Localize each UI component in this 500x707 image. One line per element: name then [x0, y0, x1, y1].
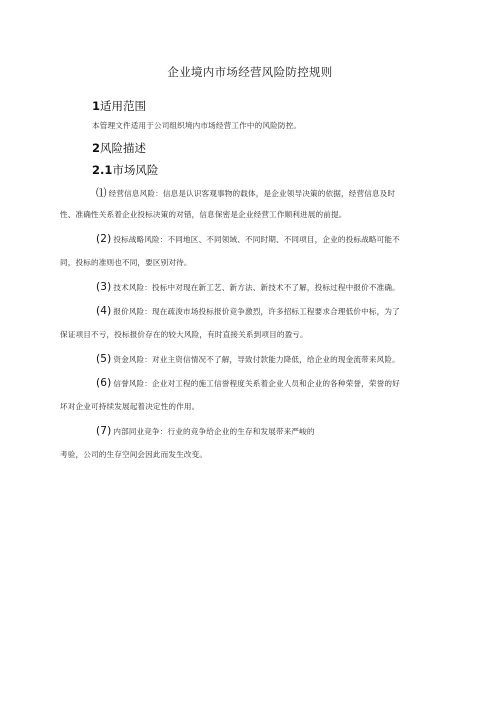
list-item-2-text-1: 投标战略风险：不同地区、不同领域、不同时期、不同项目，企业的投标战略可能不	[113, 235, 400, 244]
list-item-7-text-1: 内部同业竞争：行业的竞争给企业的生存和发展带来严峻的	[113, 427, 315, 436]
section-1-heading	[92, 98, 146, 114]
section-2-title: 风险描述	[100, 141, 147, 155]
list-item-4-number: (4)	[96, 305, 112, 317]
list-item-1-number: ⑴	[96, 187, 107, 199]
list-item-7-number: (7)	[96, 425, 112, 437]
section-1-title: 适用范围	[100, 99, 147, 113]
list-item-2-line-1	[96, 233, 400, 245]
list-item-1-text-1: 经营信息风险：信息是认识客观事物的载体，是企业领导决策的依据，经营信息及时	[108, 189, 396, 198]
list-item-2-line-2: 同，投标的准则也不同，要区别对待。	[60, 258, 192, 267]
list-item-1-line-1	[96, 185, 395, 200]
list-item-3-text-1: 技术风险：投标中对现在新工艺、新方法、新技术不了解，投标过程中报价不准确。	[113, 283, 400, 292]
list-item-5-number: (5)	[96, 353, 112, 365]
list-item-7-line-2: 考验，公司的生存空间会因此而发生改变。	[60, 450, 208, 459]
section-2-number: 2	[92, 141, 101, 155]
list-item-3-line-1	[96, 281, 400, 293]
document-title: 企业境内市场经营风险防控规则	[167, 65, 333, 79]
section-1-text: 本管理文件适用于公司组织境内市场经营工作中的风险防控。	[92, 121, 302, 130]
list-item-6-line-2: 坏对企业可持续发展起着决定性的作用。	[60, 402, 200, 411]
section-2-1-title: 市场风险	[112, 163, 159, 177]
list-item-5-text-1: 资金风险：对业主资信情况不了解，导致付款能力降低，给企业的现金流带来风险。	[113, 355, 400, 364]
list-item-4-text-1: 报价风险：现在疏浚市场投标报价竞争激烈，许多招标工程要求合理低价中标，为了	[113, 307, 400, 316]
list-item-1-line-2: 性、准确性关系着企业投标决策的对错，信息保密是企业经营工作顺利进展的前提。	[60, 210, 347, 219]
list-item-3-number: (3)	[96, 281, 112, 293]
list-item-4-line-1	[96, 305, 400, 317]
section-2-heading	[92, 140, 146, 156]
section-1-number: 1	[92, 99, 101, 113]
section-2-1-number: 2.1	[92, 163, 113, 177]
list-item-6-number: (6)	[96, 377, 112, 389]
list-item-5-line-1	[96, 353, 400, 365]
list-item-4-line-2: 保证项目不亏，投标报价存在的较大风险，有时直接关系到项目的盈亏。	[60, 330, 308, 339]
list-item-6-text-1: 信誉风险：企业对工程的施工信誉程度关系着企业人员和企业的各种荣誉，荣誉的好	[113, 379, 400, 388]
list-item-7-line-1	[96, 425, 315, 437]
list-item-2-number: (2)	[96, 233, 112, 245]
list-item-6-line-1	[96, 377, 400, 389]
section-2-1-heading	[92, 162, 158, 178]
